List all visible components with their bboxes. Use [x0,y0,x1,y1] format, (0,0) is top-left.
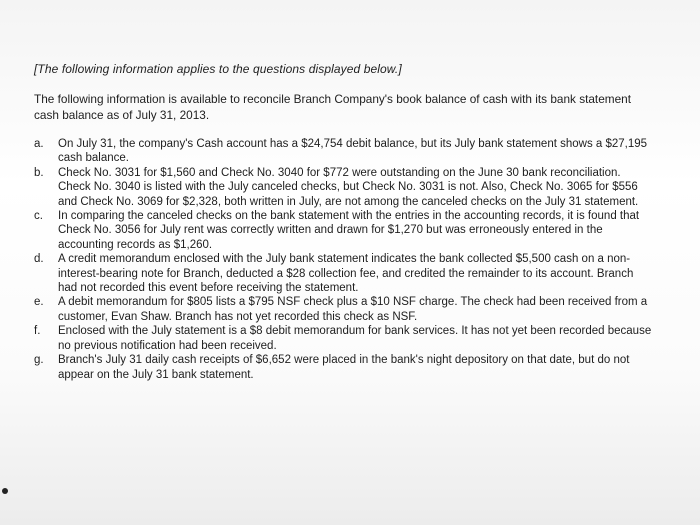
list-item-c [34,209,654,252]
document-page [34,62,654,382]
list-item-b [34,166,654,209]
item-letter: d. [34,253,44,266]
item-letter: f. [34,325,41,338]
item-text: Branch's July 31 daily cash receipts of $6,652 were placed in the bank's night depository on that date, but do not appear on the July 31 bank statement. [58,354,630,381]
item-letter: c. [34,210,43,223]
list-item-g [34,353,654,382]
list-item-e [34,295,654,324]
page-edge-dot [2,488,8,494]
item-letter: g. [34,354,44,367]
item-letter: e. [34,296,44,309]
item-letter: a. [34,138,44,150]
list-item-a [34,137,654,166]
item-list [34,137,654,382]
item-letter: b. [34,166,44,179]
intro-paragraph: The following information is available to reconcile Branch Company's book balance of cash with its bank statement cash balance as of July 31, 2013. [34,92,631,122]
list-item-d [34,252,654,295]
item-text: Check No. 3031 for $1,560 and Check No. 3040 for $772 were outstanding on the June 30 bank reconciliation. Check No. 3040 is listed with the July canceled checks, but Check No. 3031 is not. Also, Check No. 3065 for $556 and Check No. 3069 for $2,328, both written in July, are not among the canceled checks on the July 31 statement. [58,166,639,208]
header-note: [The following information applies to the questions displayed below.] [34,62,402,76]
item-text: A credit memorandum enclosed with the July bank statement indicates the bank collected $5,500 cash on a non-interest-bearing note for Branch, deducted a $28 collection fee, and credited the remainder to its account. Branch had not recorded this event before receiving the statement. [58,253,634,295]
list-item-f [34,324,654,353]
item-text: A debit memorandum for $805 lists a $795 NSF check plus a $10 NSF charge. The check had been received from a customer, Evan Shaw. Branch has not yet recorded this check as NSF. [58,296,648,323]
item-text: In comparing the canceled checks on the bank statement with the entries in the accounting records, it is found that Check No. 3056 for July rent was correctly written and drawn for $1,270 but was erroneously entered in the accounting records as $1,260. [58,210,640,251]
item-text: On July 31, the company's Cash account has a $24,754 debit balance, but its July bank statement shows a $27,195 cash balance. [58,138,648,165]
item-text: Enclosed with the July statement is a $8 debit memorandum for bank services. It has not yet been recorded because no previous notification had been received. [58,325,652,352]
